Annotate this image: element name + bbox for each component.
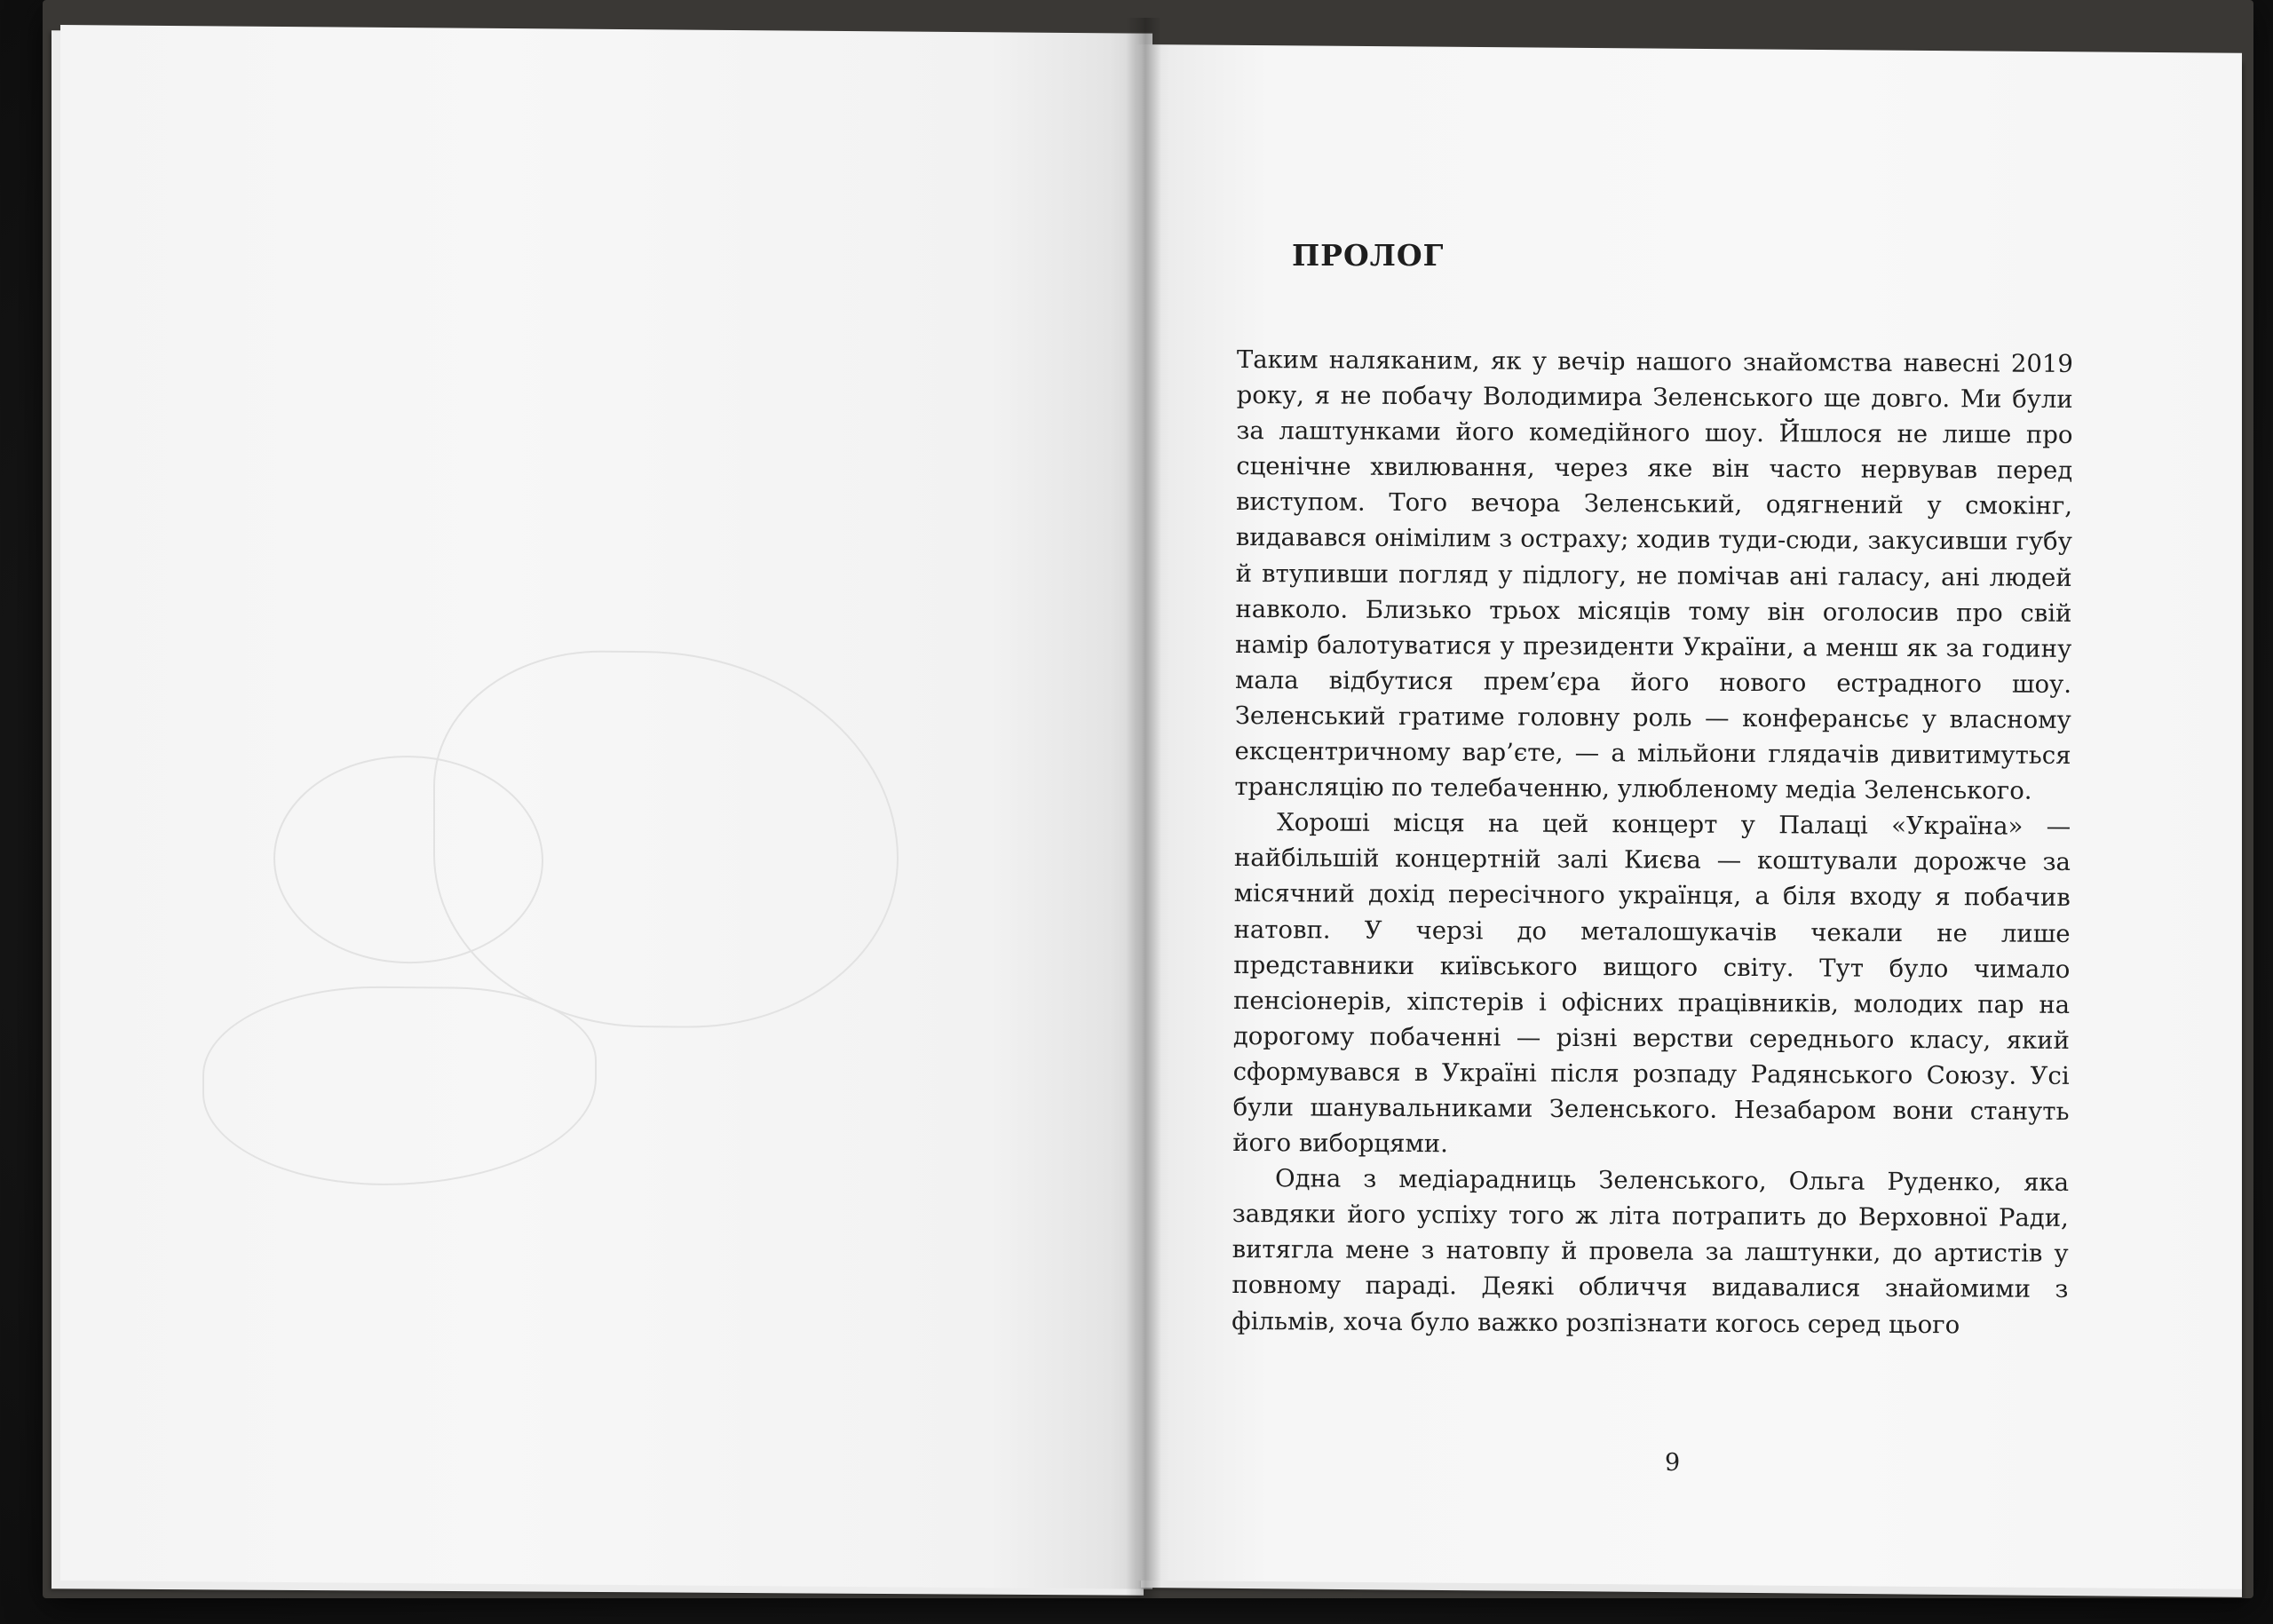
chapter-title: ПРОЛОГ — [1292, 238, 1445, 273]
paragraph: Хороші місця на цей концерт у Палаці «Україна» — найбільшій концертній залі Києва — коштували дорожче за місячний дохід пересічного українця, а біля входу я побачив натовп. У черзі до металошукачів чекали не лише представники київського вищого світу. Тут було чимало пенсіонерів, хіпстерів і офісних працівників, молодих пар на дорогому побаченні — різні верстви середнього класу, який сформувався в Україні після розпаду Радянського Союзу. Усі були шанувальниками Зеленського. Незабаром вони стануть його виборцями. — [1232, 808, 2071, 1159]
bleed-through-shape — [433, 649, 899, 1029]
paragraph: Таким наляканим, як у вечір нашого знайомства навесні 2019 року, я не побачу Володимира Зеленського ще довго. Ми були за лаштунками його комедійного шоу. Йшлося не лише про сценічне хвилювання, через яке він часто нервував перед виступом. Того вечора Зеленський, одягнений у смокінг, видавався онімілим з остраху; ходив туди-сюди, закусивши губу й втупивши погляд у підлогу, не помічав ані галасу, ані людей навколо. Близько трьох місяців тому він оголосив про свій намір балотуватися у президенти України, а менш як за годину мала відбутися прем’єра його нового естрадного шоу. Зеленський гратиме головну роль — конферансьє у власному ексцентричному вар’єте, — а мільйони глядачів дивитимуться трансляцію по телебаченню, улюбленому медіа Зеленського. — [1234, 345, 2073, 805]
body-text — [1232, 342, 2073, 1343]
page-number: 9 — [1665, 1449, 1681, 1477]
book-gutter — [1126, 18, 1161, 1598]
paragraph: Одна з медіарадниць Зеленського, Ольга Руденко, яка завдяки його успіху того ж літа потрапить до Верховної Ради, витягла мене з натовпу й провела за лаштунки, до артистів у повному параді. Деякі обличчя видавалися знайомими з фільмів, хоча було важко розпізнати когось серед цього — [1232, 1164, 2070, 1339]
bleed-through-shape — [202, 985, 597, 1186]
left-page — [60, 25, 1152, 1589]
